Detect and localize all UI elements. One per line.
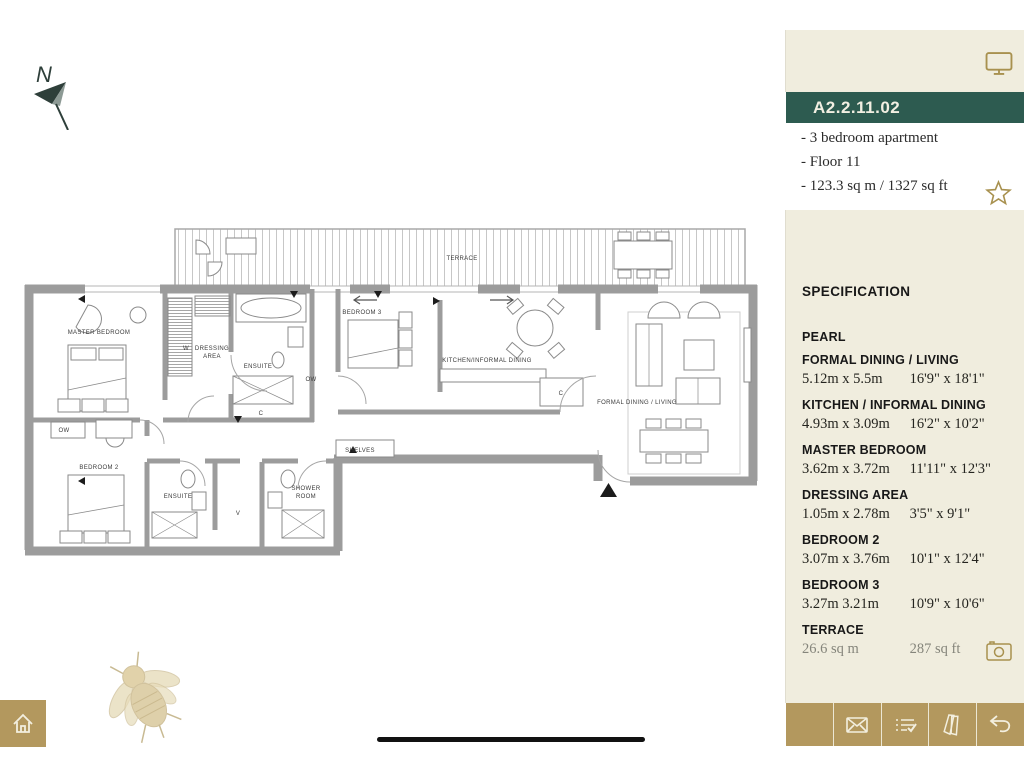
metric-dims: 1.05m x 2.78m (802, 506, 890, 522)
ensuite2-fixtures (152, 470, 206, 538)
home-indicator (377, 737, 645, 742)
favorite-button[interactable] (985, 180, 1012, 209)
photos-button[interactable] (986, 640, 1012, 665)
checklist-button[interactable] (881, 703, 929, 746)
back-button[interactable] (976, 703, 1024, 746)
label-shower: SHOWER (291, 486, 321, 492)
label-bedroom2: BEDROOM 2 (79, 465, 119, 471)
imperial-dims: 3'5" x 9'1" (909, 506, 971, 522)
sidebar-top-panel (786, 30, 1024, 92)
spec-room (802, 533, 1024, 568)
room-dimensions (802, 596, 1024, 613)
star-icon (985, 180, 1012, 206)
metric-dims: 5.12m x 5.5m (802, 371, 883, 387)
master-bedroom-furniture (58, 305, 146, 412)
bee-logo (95, 640, 195, 748)
specification-panel (786, 210, 1024, 703)
sidebar-toolbar (786, 703, 1024, 746)
master-ensuite-fixtures (233, 294, 306, 404)
bedroom3-furniture (348, 312, 412, 368)
unit-banner (786, 92, 1024, 123)
label-shelves: SHELVES (345, 448, 375, 454)
screen-view-button[interactable] (984, 50, 1014, 80)
label-kitchen: KITCHEN/INFORMAL DINING (442, 358, 532, 364)
unit-id: A2.2.11.02 (813, 97, 901, 117)
label-formal-dining: FORMAL DINING / LIVING (597, 400, 677, 406)
brochures-icon (940, 712, 966, 738)
living-furniture (628, 302, 751, 474)
unit-detail: - Floor 11 (801, 154, 861, 170)
label-ow-right: OW (305, 377, 317, 383)
label-ow-left: OW (58, 428, 70, 434)
spec-room (802, 488, 1024, 523)
collection-name: PEARL (802, 330, 846, 344)
room-name: DRESSING AREA (802, 488, 909, 502)
room-dimensions (802, 371, 1024, 388)
spec-room (802, 443, 1024, 478)
spec-room (802, 353, 1024, 388)
label-dressing: DRESSING (194, 346, 230, 352)
home-icon (9, 710, 37, 738)
label-area: AREA (203, 354, 221, 360)
room-name: FORMAL DINING / LIVING (802, 353, 959, 367)
spec-room (802, 578, 1024, 613)
label-ensuite-master: ENSUITE (243, 364, 273, 370)
toolbar-spacer (786, 703, 833, 746)
room-dimensions (802, 461, 1024, 478)
back-icon (988, 712, 1014, 738)
camera-icon (986, 640, 1012, 662)
label-c2: C (558, 391, 564, 397)
room-name: MASTER BEDROOM (802, 443, 927, 457)
imperial-dims: 11'11" x 12'3" (909, 461, 991, 477)
label-ensuite2: ENSUITE (163, 494, 193, 500)
room-dimensions (802, 506, 1024, 523)
metric-dims: 3.07m x 3.76m (802, 551, 890, 567)
unit-detail: - 3 bedroom apartment (801, 130, 939, 146)
wardrobe (168, 298, 192, 376)
label-v: V (235, 511, 241, 517)
room-name: BEDROOM 3 (802, 578, 880, 592)
metric-dims: 3.27m 3.21m (802, 596, 879, 612)
imperial-dims: 16'9" x 18'1" (909, 371, 985, 387)
checklist-icon (892, 712, 918, 738)
shower-room-fixtures (268, 470, 324, 538)
unit-summary (786, 123, 1024, 210)
label-terrace: TERRACE (446, 256, 478, 262)
mail-button[interactable] (833, 703, 881, 746)
room-labels (58, 256, 676, 517)
room-dimensions (802, 416, 1024, 433)
sidebar (786, 0, 1024, 768)
wardrobe (195, 296, 230, 316)
label-bedroom3: BEDROOM 3 (342, 310, 382, 316)
room-name: BEDROOM 2 (802, 533, 880, 547)
specification-title: SPECIFICATION (802, 284, 911, 299)
kitchen-furniture (440, 298, 565, 382)
mail-icon (844, 712, 870, 738)
imperial-dims: 16'2" x 10'2" (909, 416, 985, 432)
label-room: ROOM (295, 494, 317, 500)
spec-room (802, 398, 1024, 433)
metric-dims: 4.93m x 3.09m (802, 416, 890, 432)
screen-icon (984, 50, 1014, 77)
label-w: W (182, 346, 190, 352)
imperial-dims: 10'1" x 12'4" (909, 551, 985, 567)
label-master-bedroom: MASTER BEDROOM (67, 330, 131, 336)
metric-dims: 3.62m x 3.72m (802, 461, 890, 477)
room-name: KITCHEN / INFORMAL DINING (802, 398, 986, 412)
brochures-button[interactable] (928, 703, 976, 746)
room-dimensions (802, 551, 1024, 568)
north-label: N (36, 62, 52, 87)
metric-dims: 26.6 sq m (802, 641, 859, 657)
home-button[interactable] (0, 700, 46, 747)
room-name: TERRACE (802, 623, 864, 637)
imperial-dims: 10'9" x 10'6" (909, 596, 985, 612)
unit-detail: - 123.3 sq m / 1327 sq ft (801, 178, 948, 194)
imperial-dims: 287 sq ft (909, 641, 961, 657)
bedroom2-furniture (51, 420, 132, 543)
label-c: C (258, 411, 264, 417)
